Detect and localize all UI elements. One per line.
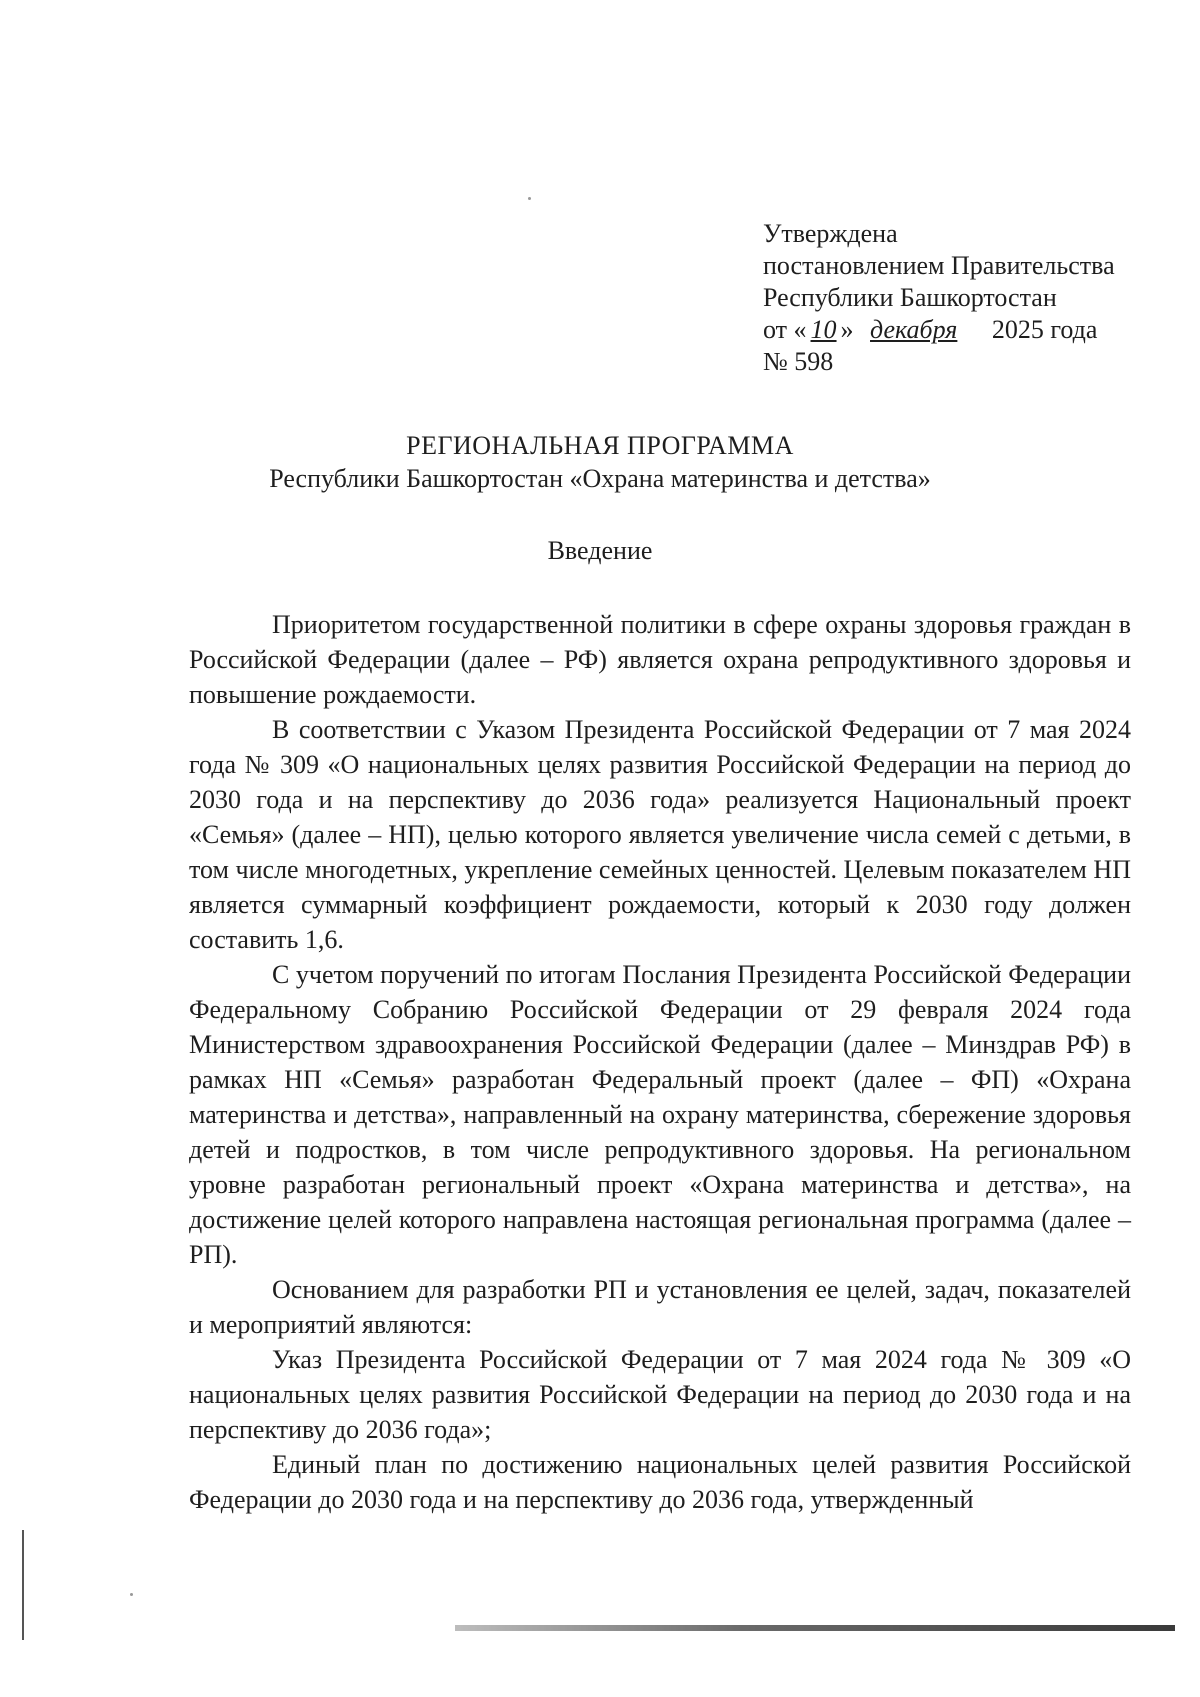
approval-line-approved: Утверждена xyxy=(763,219,898,248)
document-subtitle: Республики Башкортостан «Охрана материнства и детства» xyxy=(269,464,931,493)
paragraph: С учетом поручений по итогам Послания Президента Российской Федерации Федеральному Собранию Российской Федерации от 29 февраля 2024 года Министерством здравоохранения Российской Федерации (далее – Минздрав РФ) в рамках НП «Семья» разработан Федеральный проект (далее – ФП) «Охрана материнства и детства», направленный на охрану материнства, сбережение здоровья детей и подростков, в том числе репродуктивного здоровья. На региональном уровне разработан региональный проект «Охрана материнства и детства», на достижение целей которого направлена настоящая региональная программа (далее – РП). xyxy=(189,960,1131,1269)
date-year: 2025 года xyxy=(991,315,1098,344)
paragraph: Основанием для разработки РП и установления ее целей, задач, показателей и мероприятий являются: xyxy=(189,1275,1131,1339)
scan-left-edge-mark xyxy=(22,1530,24,1640)
scan-speck xyxy=(528,197,531,200)
date-day: 10 xyxy=(810,315,837,344)
approval-line-republic: Республики Башкортостан xyxy=(763,283,1057,312)
paragraph: Указ Президента Российской Федерации от 7 мая 2024 года № 309 «О национальных целях развития Российской Федерации на период до 2030 года и на перспективу до 2036 года»; xyxy=(189,1345,1131,1444)
approval-number: № 598 xyxy=(763,347,834,376)
approval-stamp-block xyxy=(763,218,1115,378)
scan-speck xyxy=(130,1593,133,1596)
section-heading: Введение xyxy=(547,536,653,565)
paragraph: В соответствии с Указом Президента Российской Федерации от 7 мая 2024 года № 309 «О национальных целях развития Российской Федерации на период до 2030 года и на перспективу до 2036 года» реализуется Национальный проект «Семья» (далее – НП), целью которого является увеличение числа семей с детьми, в том числе многодетных, укрепление семейных ценностей. Целевым показателем НП является суммарный коэффициент рождаемости, который к 2030 году должен составить 1,6. xyxy=(189,715,1131,954)
approval-date-line xyxy=(763,314,1115,346)
paragraph: Приоритетом государственной политики в сфере охраны здоровья граждан в Российской Федерации (далее – РФ) является охрана репродуктивного здоровья и повышение рождаемости. xyxy=(189,610,1131,709)
date-prefix: от « xyxy=(763,315,807,344)
approval-line-resolution: постановлением Правительства xyxy=(763,251,1115,280)
document-title: РЕГИОНАЛЬНАЯ ПРОГРАММА xyxy=(406,431,794,460)
scan-bottom-edge-line xyxy=(455,1625,1175,1631)
date-mid: » xyxy=(840,315,854,344)
document-body xyxy=(189,607,1131,1517)
paragraph: Единый план по достижению национальных целей развития Российской Федерации до 2030 года и на перспективу до 2036 года, утвержденный xyxy=(189,1450,1131,1514)
date-month: декабря xyxy=(870,315,958,344)
